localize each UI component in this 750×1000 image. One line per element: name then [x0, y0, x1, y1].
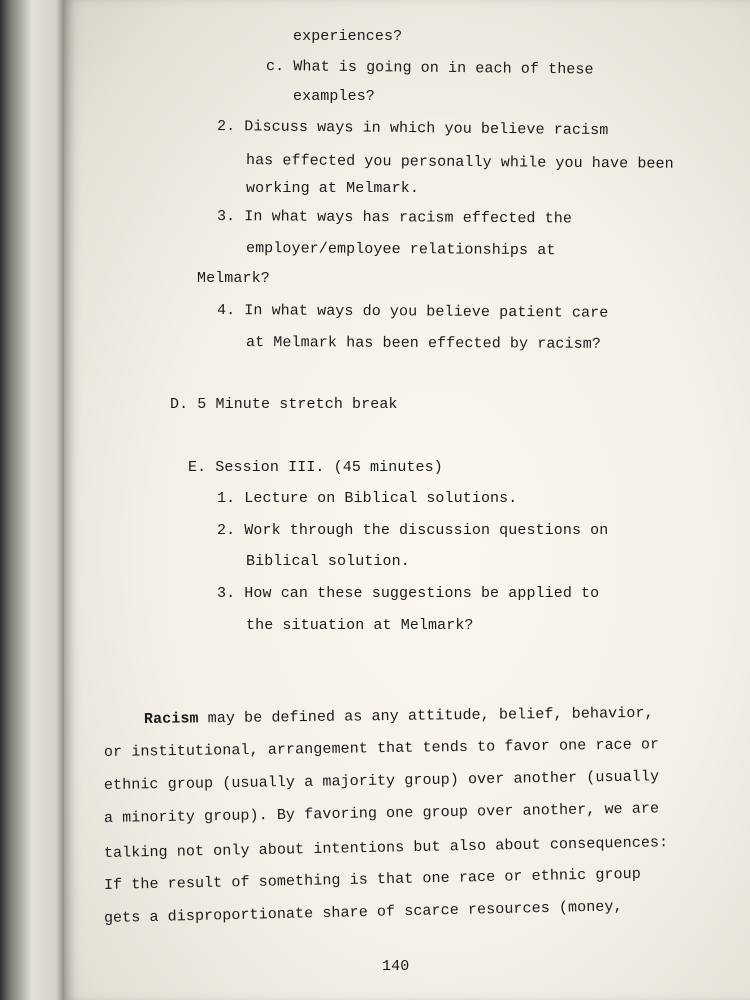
- paragraph-line-3: ethnic group (usually a majority group) over another (usually: [103, 768, 660, 794]
- definition-text: may be defined as any attitude, belief, behavior,: [198, 704, 654, 728]
- line-item-4-patient-care: 4. In what ways do you believe patient care: [216, 302, 609, 322]
- line-item-3-ways: 3. In what ways has racism effected the: [216, 208, 573, 228]
- paragraph-line-5: talking not only about intentions but also about consequences:: [103, 834, 669, 862]
- paragraph-line-7: gets a disproportionate share of scarce resources (money,: [103, 898, 623, 927]
- line-melmark-question: Melmark?: [197, 270, 270, 287]
- left-page-edge: [0, 0, 66, 1000]
- line-effected-personally: has effected you personally while you have been: [245, 152, 674, 173]
- line-item-d-stretch: D. 5 Minute stretch break: [170, 396, 398, 413]
- line-item-3-suggestions: 3. How can these suggestions be applied to: [217, 585, 600, 602]
- paragraph-line-1: [144, 705, 654, 728]
- line-item-c: c. What is going on in each of these: [265, 58, 594, 79]
- line-effected-by-racism: at Melmark has been effected by racism?: [245, 334, 602, 353]
- line-situation-melmark: the situation at Melmark?: [246, 617, 474, 634]
- line-item-2-discuss: 2. Discuss ways in which you believe racism: [216, 118, 609, 140]
- page-number: 140: [382, 958, 410, 975]
- line-biblical-solution: Biblical solution.: [246, 553, 410, 570]
- line-item-1-lecture: 1. Lecture on Biblical solutions.: [217, 490, 518, 507]
- line-item-e-session: E. Session III. (45 minutes): [188, 459, 443, 476]
- paragraph-line-2: or institutional, arrangement that tends to favor one race or: [103, 736, 660, 761]
- line-item-2-work-through: 2. Work through the discussion questions on: [217, 522, 609, 539]
- line-working-at-melmark: working at Melmark.: [246, 180, 419, 197]
- line-experiences: experiences?: [293, 28, 403, 45]
- paragraph-line-4: a minority group). By favoring one group over another, we are: [103, 800, 660, 827]
- document-page: [64, 0, 750, 1000]
- line-examples: examples?: [293, 88, 375, 105]
- paragraph-line-6: If the result of something is that one race or ethnic group: [103, 865, 642, 894]
- term-racism: Racism: [143, 710, 199, 728]
- line-employer-employee: employer/employee relationships at: [245, 240, 556, 260]
